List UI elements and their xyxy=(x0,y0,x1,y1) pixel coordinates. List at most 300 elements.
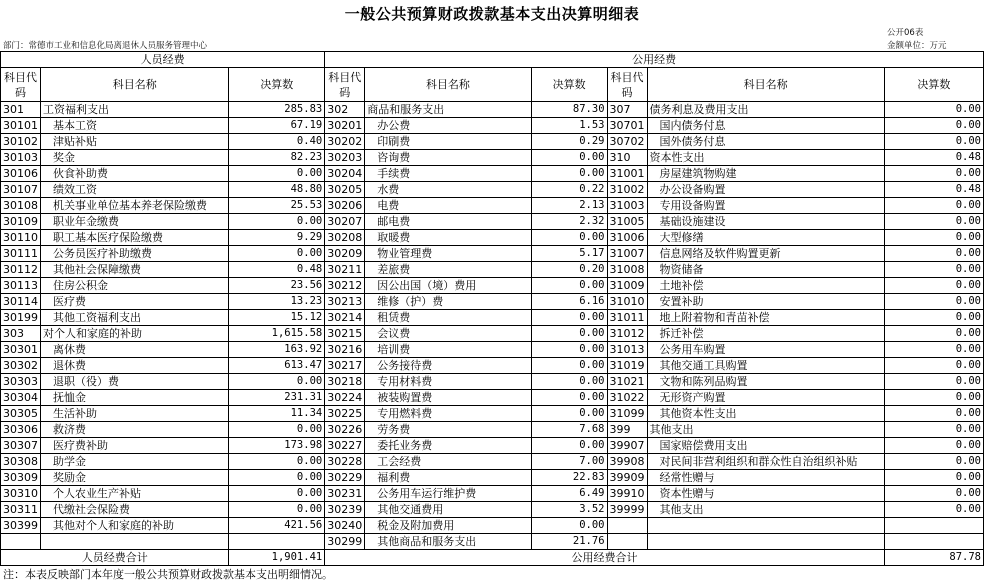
amount-cell: 0.00 xyxy=(884,278,983,294)
table-row xyxy=(1,342,984,358)
name-cell: 其他对个人和家庭的补助 xyxy=(41,518,229,534)
code-cell: 30204 xyxy=(325,166,365,182)
amount-cell: 67.19 xyxy=(229,118,325,134)
code-cell: 31022 xyxy=(607,390,647,406)
name-cell: 被装购置费 xyxy=(365,390,531,406)
code-cell: 31012 xyxy=(607,326,647,342)
table-row xyxy=(1,326,984,342)
table-row xyxy=(1,230,984,246)
code-cell xyxy=(607,534,647,550)
name-cell: 电费 xyxy=(365,198,531,214)
name-cell: 资本性支出 xyxy=(647,150,884,166)
name-cell: 土地补偿 xyxy=(647,278,884,294)
code-cell: 30217 xyxy=(325,358,365,374)
header-code: 科目代码 xyxy=(325,68,365,102)
name-cell: 印刷费 xyxy=(365,134,531,150)
amount-cell: 2.32 xyxy=(531,214,607,230)
code-cell: 30202 xyxy=(325,134,365,150)
amount-cell: 6.49 xyxy=(531,486,607,502)
name-cell: 福利费 xyxy=(365,470,531,486)
table-row xyxy=(1,454,984,470)
code-cell: 30214 xyxy=(325,310,365,326)
public-total-label: 公用经费合计 xyxy=(325,550,885,566)
table-row xyxy=(1,262,984,278)
name-cell: 津贴补贴 xyxy=(41,134,229,150)
code-cell: 30112 xyxy=(1,262,41,278)
amount-cell: 1,615.58 xyxy=(229,326,325,342)
code-cell: 31019 xyxy=(607,358,647,374)
table-row xyxy=(1,246,984,262)
name-cell: 文物和陈列品购置 xyxy=(647,374,884,390)
code-cell: 30207 xyxy=(325,214,365,230)
name-cell: 其他商品和服务支出 xyxy=(365,534,531,550)
name-cell: 生活补助 xyxy=(41,406,229,422)
amount-cell: 0.00 xyxy=(884,166,983,182)
code-cell: 31010 xyxy=(607,294,647,310)
code-cell: 30307 xyxy=(1,438,41,454)
name-cell: 安置补助 xyxy=(647,294,884,310)
code-cell: 31009 xyxy=(607,278,647,294)
name-cell: 委托业务费 xyxy=(365,438,531,454)
name-cell: 对个人和家庭的补助 xyxy=(41,326,229,342)
amount-cell: 1.53 xyxy=(531,118,607,134)
name-cell: 工会经费 xyxy=(365,454,531,470)
code-cell: 30106 xyxy=(1,166,41,182)
name-cell: 咨询费 xyxy=(365,150,531,166)
amount-cell: 0.00 xyxy=(531,358,607,374)
name-cell: 对民间非营利组织和群众性自治组织补贴 xyxy=(647,454,884,470)
header-name: 科目名称 xyxy=(647,68,884,102)
name-cell: 国家赔偿费用支出 xyxy=(647,438,884,454)
table-row xyxy=(1,358,984,374)
personnel-total-label: 人员经费合计 xyxy=(1,550,229,566)
amount-cell: 0.00 xyxy=(531,374,607,390)
department-label: 部门：常德市工业和信息化局离退休人员服务管理中心 xyxy=(3,41,208,51)
code-cell: 30310 xyxy=(1,486,41,502)
amount-cell: 0.00 xyxy=(531,438,607,454)
table-row xyxy=(1,166,984,182)
name-cell: 水费 xyxy=(365,182,531,198)
amount-cell: 0.00 xyxy=(884,374,983,390)
amount-cell: 0.00 xyxy=(884,342,983,358)
code-cell: 302 xyxy=(325,102,365,118)
name-cell: 会议费 xyxy=(365,326,531,342)
code-cell: 30108 xyxy=(1,198,41,214)
unit-label: 金额单位：万元 xyxy=(887,41,947,51)
code-cell xyxy=(607,518,647,534)
amount-cell: 0.00 xyxy=(884,486,983,502)
amount-cell: 0.00 xyxy=(884,406,983,422)
name-cell: 公务员医疗补助缴费 xyxy=(41,246,229,262)
table-row xyxy=(1,486,984,502)
name-cell: 因公出国（境）费用 xyxy=(365,278,531,294)
code-cell: 30231 xyxy=(325,486,365,502)
table-row xyxy=(1,438,984,454)
amount-cell: 0.00 xyxy=(884,438,983,454)
amount-cell: 0.00 xyxy=(884,262,983,278)
table-row xyxy=(1,182,984,198)
amount-cell: 0.00 xyxy=(531,310,607,326)
amount-cell: 15.12 xyxy=(229,310,325,326)
name-cell: 其他支出 xyxy=(647,422,884,438)
code-cell: 30228 xyxy=(325,454,365,470)
name-cell: 专用燃料费 xyxy=(365,406,531,422)
amount-cell: 13.23 xyxy=(229,294,325,310)
name-cell: 医疗费补助 xyxy=(41,438,229,454)
amount-cell: 0.00 xyxy=(229,454,325,470)
table-row xyxy=(1,102,984,118)
code-cell: 30102 xyxy=(1,134,41,150)
code-cell: 30399 xyxy=(1,518,41,534)
amount-cell: 0.00 xyxy=(229,214,325,230)
table-row xyxy=(1,406,984,422)
code-cell: 30109 xyxy=(1,214,41,230)
code-cell: 30110 xyxy=(1,230,41,246)
name-cell: 离休费 xyxy=(41,342,229,358)
section-public: 公用经费 xyxy=(325,52,984,68)
name-cell: 维修（护）费 xyxy=(365,294,531,310)
code-cell: 30311 xyxy=(1,502,41,518)
name-cell: 办公费 xyxy=(365,118,531,134)
amount-cell: 3.52 xyxy=(531,502,607,518)
expense-table xyxy=(0,51,984,566)
name-cell: 奖金 xyxy=(41,150,229,166)
name-cell: 公务接待费 xyxy=(365,358,531,374)
amount-cell: 0.48 xyxy=(884,150,983,166)
name-cell: 专用设备购置 xyxy=(647,198,884,214)
code-cell: 31021 xyxy=(607,374,647,390)
name-cell: 公务用车运行维护费 xyxy=(365,486,531,502)
name-cell: 拆迁补偿 xyxy=(647,326,884,342)
amount-cell: 0.00 xyxy=(229,470,325,486)
code-cell: 30301 xyxy=(1,342,41,358)
name-cell: 国内债务付息 xyxy=(647,118,884,134)
code-cell: 30205 xyxy=(325,182,365,198)
code-cell: 30225 xyxy=(325,406,365,422)
amount-cell: 613.47 xyxy=(229,358,325,374)
name-cell: 地上附着物和青苗补偿 xyxy=(647,310,884,326)
amount-cell: 87.30 xyxy=(531,102,607,118)
table-row xyxy=(1,502,984,518)
code-cell: 30211 xyxy=(325,262,365,278)
name-cell: 个人农业生产补贴 xyxy=(41,486,229,502)
code-cell: 30305 xyxy=(1,406,41,422)
name-cell: 邮电费 xyxy=(365,214,531,230)
amount-cell: 0.00 xyxy=(229,502,325,518)
code-cell: 30218 xyxy=(325,374,365,390)
code-cell: 30240 xyxy=(325,518,365,534)
table-row xyxy=(1,214,984,230)
name-cell: 信息网络及软件购置更新 xyxy=(647,246,884,262)
header-row xyxy=(1,68,984,102)
code-cell: 30227 xyxy=(325,438,365,454)
name-cell: 税金及附加费用 xyxy=(365,518,531,534)
header-amount: 决算数 xyxy=(229,68,325,102)
amount-cell: 0.48 xyxy=(229,262,325,278)
amount-cell: 0.00 xyxy=(884,422,983,438)
code-cell: 30199 xyxy=(1,310,41,326)
code-cell: 30229 xyxy=(325,470,365,486)
code-cell: 31099 xyxy=(607,406,647,422)
name-cell: 基本工资 xyxy=(41,118,229,134)
header-code: 科目代码 xyxy=(1,68,41,102)
name-cell: 抚恤金 xyxy=(41,390,229,406)
amount-cell: 0.22 xyxy=(531,182,607,198)
amount-cell: 0.40 xyxy=(229,134,325,150)
table-row xyxy=(1,118,984,134)
name-cell: 物资储备 xyxy=(647,262,884,278)
name-cell: 基础设施建设 xyxy=(647,214,884,230)
table-row xyxy=(1,294,984,310)
code-cell: 30103 xyxy=(1,150,41,166)
name-cell: 租赁费 xyxy=(365,310,531,326)
amount-cell: 0.00 xyxy=(531,326,607,342)
amount-cell: 0.00 xyxy=(884,310,983,326)
name-cell: 绩效工资 xyxy=(41,182,229,198)
amount-cell: 0.00 xyxy=(531,390,607,406)
code-cell: 30215 xyxy=(325,326,365,342)
amount-cell: 0.00 xyxy=(884,294,983,310)
name-cell: 取暖费 xyxy=(365,230,531,246)
amount-cell xyxy=(229,534,325,550)
amount-cell: 5.17 xyxy=(531,246,607,262)
code-cell: 310 xyxy=(607,150,647,166)
amount-cell: 0.00 xyxy=(884,102,983,118)
code-cell: 30299 xyxy=(325,534,365,550)
table-row xyxy=(1,150,984,166)
code-cell: 30101 xyxy=(1,118,41,134)
code-cell: 30304 xyxy=(1,390,41,406)
page-title: 一般公共预算财政拨款基本支出决算明细表 xyxy=(344,5,640,23)
table-row xyxy=(1,198,984,214)
name-cell: 专用材料费 xyxy=(365,374,531,390)
name-cell: 物业管理费 xyxy=(365,246,531,262)
amount-cell: 22.83 xyxy=(531,470,607,486)
personnel-total-value: 1,901.41 xyxy=(229,550,325,566)
amount-cell: 0.00 xyxy=(884,470,983,486)
code-cell: 30239 xyxy=(325,502,365,518)
code-cell: 30206 xyxy=(325,198,365,214)
code-cell: 39907 xyxy=(607,438,647,454)
name-cell: 手续费 xyxy=(365,166,531,182)
amount-cell: 82.23 xyxy=(229,150,325,166)
code-cell: 30201 xyxy=(325,118,365,134)
header-name: 科目名称 xyxy=(365,68,531,102)
name-cell: 其他交通工具购置 xyxy=(647,358,884,374)
code-cell: 30306 xyxy=(1,422,41,438)
name-cell: 劳务费 xyxy=(365,422,531,438)
amount-cell: 231.31 xyxy=(229,390,325,406)
name-cell: 办公设备购置 xyxy=(647,182,884,198)
form-number: 公开06表 xyxy=(887,28,924,38)
code-cell: 30213 xyxy=(325,294,365,310)
amount-cell: 0.00 xyxy=(531,278,607,294)
amount-cell: 0.29 xyxy=(531,134,607,150)
name-cell: 医疗费 xyxy=(41,294,229,310)
amount-cell xyxy=(884,534,983,550)
code-cell: 30113 xyxy=(1,278,41,294)
header-amount: 决算数 xyxy=(531,68,607,102)
amount-cell: 7.00 xyxy=(531,454,607,470)
table-row xyxy=(1,422,984,438)
code-cell: 39909 xyxy=(607,470,647,486)
name-cell: 经常性赠与 xyxy=(647,470,884,486)
amount-cell: 0.00 xyxy=(884,502,983,518)
name-cell: 伙食补助费 xyxy=(41,166,229,182)
code-cell: 30216 xyxy=(325,342,365,358)
amount-cell: 25.53 xyxy=(229,198,325,214)
amount-cell: 0.48 xyxy=(884,182,983,198)
name-cell: 房屋建筑物购建 xyxy=(647,166,884,182)
code-cell: 31011 xyxy=(607,310,647,326)
amount-cell: 0.00 xyxy=(884,454,983,470)
footnote: 注：本表反映部门本年度一般公共预算财政拨款基本支出明细情况。 xyxy=(3,568,333,581)
amount-cell: 0.00 xyxy=(884,118,983,134)
header-amount: 决算数 xyxy=(884,68,983,102)
table-row xyxy=(1,374,984,390)
name-cell: 债务利息及费用支出 xyxy=(647,102,884,118)
amount-cell: 0.00 xyxy=(229,166,325,182)
code-cell: 30208 xyxy=(325,230,365,246)
amount-cell: 0.00 xyxy=(531,166,607,182)
code-cell: 30303 xyxy=(1,374,41,390)
code-cell: 30309 xyxy=(1,470,41,486)
code-cell: 30702 xyxy=(607,134,647,150)
table-row xyxy=(1,390,984,406)
amount-cell: 0.00 xyxy=(531,518,607,534)
amount-cell: 0.00 xyxy=(884,246,983,262)
code-cell: 30114 xyxy=(1,294,41,310)
code-cell: 30308 xyxy=(1,454,41,470)
name-cell: 其他社会保障缴费 xyxy=(41,262,229,278)
name-cell: 代缴社会保险费 xyxy=(41,502,229,518)
name-cell: 无形资产购置 xyxy=(647,390,884,406)
code-cell: 399 xyxy=(607,422,647,438)
amount-cell: 0.00 xyxy=(884,134,983,150)
amount-cell: 0.00 xyxy=(884,230,983,246)
name-cell: 退休费 xyxy=(41,358,229,374)
code-cell: 307 xyxy=(607,102,647,118)
name-cell: 国外债务付息 xyxy=(647,134,884,150)
amount-cell: 23.56 xyxy=(229,278,325,294)
name-cell: 退职（役）费 xyxy=(41,374,229,390)
amount-cell: 0.00 xyxy=(531,342,607,358)
code-cell: 31003 xyxy=(607,198,647,214)
amount-cell: 0.00 xyxy=(884,358,983,374)
name-cell: 大型修缮 xyxy=(647,230,884,246)
amount-cell: 7.68 xyxy=(531,422,607,438)
code-cell: 31001 xyxy=(607,166,647,182)
section-row xyxy=(1,52,984,68)
name-cell: 职工基本医疗保险缴费 xyxy=(41,230,229,246)
code-cell: 31008 xyxy=(607,262,647,278)
code-cell: 31002 xyxy=(607,182,647,198)
table-row xyxy=(1,278,984,294)
name-cell: 救济费 xyxy=(41,422,229,438)
name-cell: 职业年金缴费 xyxy=(41,214,229,230)
code-cell: 30111 xyxy=(1,246,41,262)
totals-row xyxy=(1,550,984,566)
name-cell: 商品和服务支出 xyxy=(365,102,531,118)
code-cell: 31005 xyxy=(607,214,647,230)
amount-cell: 421.56 xyxy=(229,518,325,534)
name-cell: 其他支出 xyxy=(647,502,884,518)
name-cell: 培训费 xyxy=(365,342,531,358)
amount-cell: 0.00 xyxy=(229,246,325,262)
table-row xyxy=(1,518,984,534)
name-cell: 其他工资福利支出 xyxy=(41,310,229,326)
amount-cell: 2.13 xyxy=(531,198,607,214)
code-cell: 39910 xyxy=(607,486,647,502)
name-cell: 其他资本性支出 xyxy=(647,406,884,422)
name-cell: 差旅费 xyxy=(365,262,531,278)
code-cell: 31013 xyxy=(607,342,647,358)
amount-cell: 173.98 xyxy=(229,438,325,454)
table-row xyxy=(1,310,984,326)
name-cell: 住房公积金 xyxy=(41,278,229,294)
code-cell: 303 xyxy=(1,326,41,342)
amount-cell: 285.83 xyxy=(229,102,325,118)
amount-cell: 0.00 xyxy=(531,406,607,422)
table-row xyxy=(1,134,984,150)
public-total-value: 87.78 xyxy=(884,550,983,566)
name-cell: 助学金 xyxy=(41,454,229,470)
name-cell xyxy=(41,534,229,550)
amount-cell: 0.00 xyxy=(884,214,983,230)
code-cell: 39999 xyxy=(607,502,647,518)
amount-cell: 0.00 xyxy=(531,230,607,246)
amount-cell: 9.29 xyxy=(229,230,325,246)
name-cell: 工资福利支出 xyxy=(41,102,229,118)
name-cell xyxy=(647,518,884,534)
code-cell xyxy=(1,534,41,550)
code-cell: 39908 xyxy=(607,454,647,470)
code-cell: 30224 xyxy=(325,390,365,406)
amount-cell: 0.00 xyxy=(884,390,983,406)
code-cell: 301 xyxy=(1,102,41,118)
name-cell: 公务用车购置 xyxy=(647,342,884,358)
code-cell: 31007 xyxy=(607,246,647,262)
table-row xyxy=(1,470,984,486)
name-cell: 奖励金 xyxy=(41,470,229,486)
amount-cell: 0.20 xyxy=(531,262,607,278)
amount-cell: 48.80 xyxy=(229,182,325,198)
table-row xyxy=(1,534,984,550)
amount-cell: 21.76 xyxy=(531,534,607,550)
code-cell: 30701 xyxy=(607,118,647,134)
amount-cell: 0.00 xyxy=(229,486,325,502)
amount-cell: 0.00 xyxy=(229,422,325,438)
code-cell: 30212 xyxy=(325,278,365,294)
name-cell: 资本性赠与 xyxy=(647,486,884,502)
code-cell: 31006 xyxy=(607,230,647,246)
code-cell: 30203 xyxy=(325,150,365,166)
code-cell: 30209 xyxy=(325,246,365,262)
header-name: 科目名称 xyxy=(41,68,229,102)
amount-cell: 11.34 xyxy=(229,406,325,422)
amount-cell: 0.00 xyxy=(884,326,983,342)
code-cell: 30226 xyxy=(325,422,365,438)
amount-cell xyxy=(884,518,983,534)
amount-cell: 0.00 xyxy=(884,198,983,214)
amount-cell: 163.92 xyxy=(229,342,325,358)
amount-cell: 6.16 xyxy=(531,294,607,310)
amount-cell: 0.00 xyxy=(531,150,607,166)
name-cell: 机关事业单位基本养老保险缴费 xyxy=(41,198,229,214)
name-cell xyxy=(647,534,884,550)
amount-cell: 0.00 xyxy=(229,374,325,390)
section-personnel: 人员经费 xyxy=(1,52,325,68)
